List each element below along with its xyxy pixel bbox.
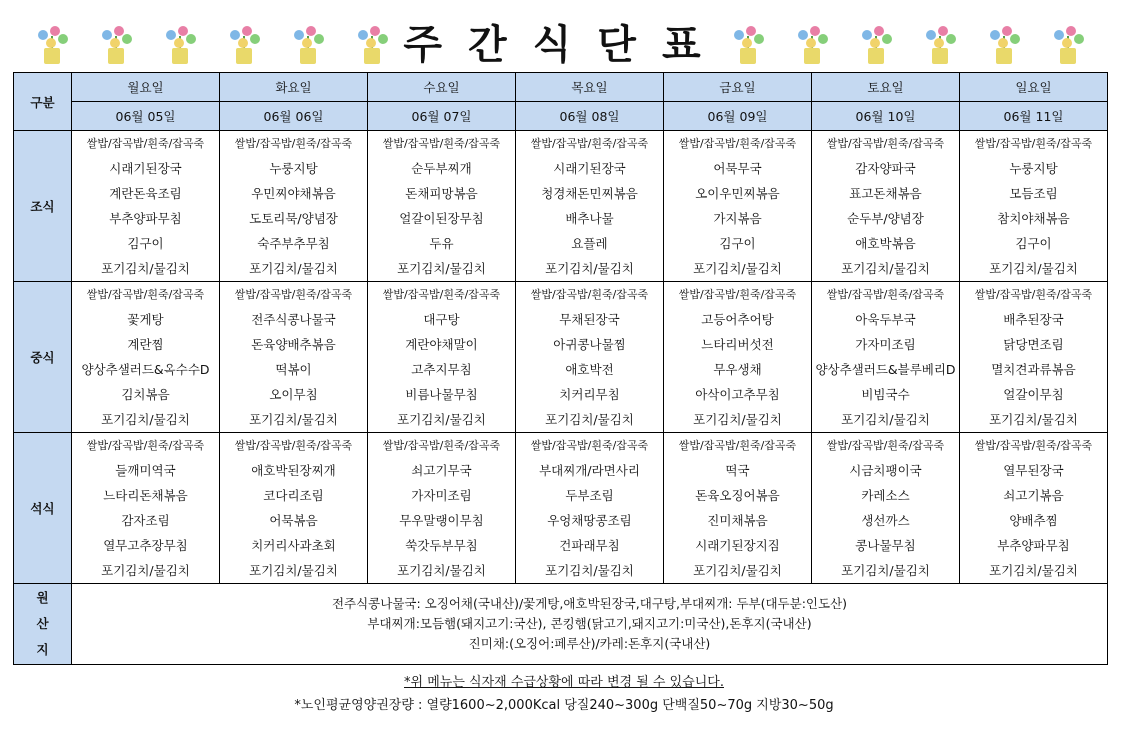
day-header: 수요일 bbox=[368, 73, 516, 102]
menu-item: 포기김치/물김치 bbox=[101, 563, 190, 578]
flower-pot-icon bbox=[1036, 18, 1100, 68]
menu-item: 포기김치/물김치 bbox=[841, 563, 930, 578]
meal-cell bbox=[664, 433, 812, 584]
menu-item: 애호박볶음 bbox=[855, 236, 916, 251]
menu-item: 누룽지탕 bbox=[269, 161, 318, 176]
menu-item: 어묵볶음 bbox=[269, 513, 318, 528]
menu-item: 우엉채땅콩조림 bbox=[547, 513, 632, 528]
menu-item: 얼갈이된장무침 bbox=[399, 211, 484, 226]
menu-item: 참치야채볶음 bbox=[997, 211, 1070, 226]
menu-item: 계란돈육조림 bbox=[109, 186, 182, 201]
menu-item: 포기김치/물김치 bbox=[841, 412, 930, 427]
meal-cell bbox=[960, 282, 1108, 433]
menu-item: 포기김치/물김치 bbox=[249, 261, 338, 276]
menu-item: 오이무침 bbox=[269, 387, 318, 402]
origin-info bbox=[72, 584, 1108, 665]
menu-item: 부추양파무침 bbox=[997, 538, 1070, 553]
menu-item: 두부조림 bbox=[565, 488, 614, 503]
origin-label-char: 원 bbox=[36, 590, 49, 605]
menu-item: 시래기된장지짐 bbox=[695, 538, 780, 553]
menu-item: 포기김치/물김치 bbox=[989, 563, 1078, 578]
menu-item: 쌀밥/잡곡밥/흰죽/잡곡죽 bbox=[86, 288, 205, 301]
meal-cell bbox=[812, 131, 960, 282]
day-header: 토요일 bbox=[812, 73, 960, 102]
menu-item: 순두부찌개 bbox=[411, 161, 472, 176]
day-header: 목요일 bbox=[516, 73, 664, 102]
menu-item: 가지볶음 bbox=[713, 211, 762, 226]
flower-pot-icon bbox=[908, 18, 972, 68]
meal-cell bbox=[220, 282, 368, 433]
flower-pot-icon bbox=[340, 18, 404, 68]
menu-item: 양상추샐러드&블루베리D bbox=[815, 362, 956, 377]
origin-label-char: 산 bbox=[36, 616, 49, 631]
origin-line: 전주식콩나물국: 오징어채(국내산)/꽃게탕,애호박된장국,대구탕,부대찌개: 두부(대두분:인도산) bbox=[331, 596, 848, 611]
meal-cell bbox=[664, 282, 812, 433]
menu-item: 쌀밥/잡곡밥/흰죽/잡곡죽 bbox=[826, 288, 945, 301]
menu-item: 쌀밥/잡곡밥/흰죽/잡곡죽 bbox=[382, 288, 501, 301]
menu-item: 얼갈이무침 bbox=[1003, 387, 1064, 402]
menu-item: 부대찌개/라면사리 bbox=[539, 463, 640, 478]
meal-cell bbox=[960, 433, 1108, 584]
menu-item: 포기김치/물김치 bbox=[545, 412, 634, 427]
menu-item: 콩나물무침 bbox=[855, 538, 916, 553]
menu-item: 포기김치/물김치 bbox=[545, 261, 634, 276]
menu-item: 쌀밥/잡곡밥/흰죽/잡곡죽 bbox=[530, 288, 649, 301]
date-header: 06월 09일 bbox=[664, 102, 812, 131]
menu-item: 계란찜 bbox=[127, 337, 164, 352]
date-header: 06월 06일 bbox=[220, 102, 368, 131]
menu-item: 아욱두부국 bbox=[855, 312, 916, 327]
menu-item: 포기김치/물김치 bbox=[249, 563, 338, 578]
menu-item: 열무고추장무침 bbox=[103, 538, 188, 553]
menu-item: 포기김치/물김치 bbox=[397, 563, 486, 578]
menu-item: 오이우민찌볶음 bbox=[695, 186, 780, 201]
menu-item: 우민찌야채볶음 bbox=[251, 186, 336, 201]
menu-item: 쇠고기무국 bbox=[411, 463, 472, 478]
menu-item: 누룽지탕 bbox=[1009, 161, 1058, 176]
menu-item: 떡국 bbox=[725, 463, 750, 478]
meal-cell bbox=[368, 433, 516, 584]
menu-item: 치커리사과초회 bbox=[251, 538, 336, 553]
menu-item: 배추나물 bbox=[565, 211, 614, 226]
menu-item: 비름나물무침 bbox=[405, 387, 478, 402]
menu-item: 들깨미역국 bbox=[115, 463, 176, 478]
menu-item: 돈채피망볶음 bbox=[405, 186, 478, 201]
menu-item: 쌀밥/잡곡밥/흰죽/잡곡죽 bbox=[86, 439, 205, 452]
flower-pot-icon bbox=[212, 18, 276, 68]
menu-item: 쌀밥/잡곡밥/흰죽/잡곡죽 bbox=[974, 137, 1093, 150]
day-header: 일요일 bbox=[960, 73, 1108, 102]
menu-item: 돈육오징어볶음 bbox=[695, 488, 780, 503]
menu-item: 표고돈채볶음 bbox=[849, 186, 922, 201]
menu-change-notice: *위 메뉴는 식자재 수급상황에 따라 변경 될 수 있습니다. bbox=[404, 675, 724, 690]
meal-row bbox=[14, 282, 1108, 433]
meal-cell bbox=[220, 433, 368, 584]
menu-item: 포기김치/물김치 bbox=[397, 261, 486, 276]
flower-decoration-right bbox=[716, 18, 1100, 68]
menu-item: 두유 bbox=[429, 236, 454, 251]
menu-item: 김치볶음 bbox=[121, 387, 170, 402]
meal-label: 중식 bbox=[14, 282, 72, 433]
menu-item: 포기김치/물김치 bbox=[101, 261, 190, 276]
meal-cell bbox=[72, 282, 220, 433]
menu-item: 포기김치/물김치 bbox=[545, 563, 634, 578]
menu-item: 쌀밥/잡곡밥/흰죽/잡곡죽 bbox=[234, 288, 353, 301]
menu-item: 아귀콩나물찜 bbox=[553, 337, 626, 352]
flower-decoration-left bbox=[20, 18, 404, 68]
menu-item: 쌀밥/잡곡밥/흰죽/잡곡죽 bbox=[234, 137, 353, 150]
menu-item: 치커리무침 bbox=[559, 387, 620, 402]
menu-item: 무우생채 bbox=[713, 362, 762, 377]
menu-item: 숙주부추무침 bbox=[257, 236, 330, 251]
meal-row bbox=[14, 433, 1108, 584]
menu-item: 가자미조림 bbox=[411, 488, 472, 503]
date-header: 06월 11일 bbox=[960, 102, 1108, 131]
menu-item: 멸치견과류볶음 bbox=[991, 362, 1076, 377]
menu-item: 쌀밥/잡곡밥/흰죽/잡곡죽 bbox=[974, 439, 1093, 452]
meal-cell bbox=[72, 131, 220, 282]
menu-item: 카레소스 bbox=[861, 488, 910, 503]
menu-item: 생선까스 bbox=[861, 513, 910, 528]
date-header: 06월 10일 bbox=[812, 102, 960, 131]
menu-item: 양배추찜 bbox=[1009, 513, 1058, 528]
meal-label: 조식 bbox=[14, 131, 72, 282]
menu-item: 포기김치/물김치 bbox=[101, 412, 190, 427]
header-row-dates bbox=[14, 102, 1108, 131]
menu-item: 쌀밥/잡곡밥/흰죽/잡곡죽 bbox=[678, 439, 797, 452]
footer-notes bbox=[0, 672, 1128, 718]
meal-row bbox=[14, 131, 1108, 282]
menu-item: 무우말랭이무침 bbox=[399, 513, 484, 528]
menu-item: 부추양파무침 bbox=[109, 211, 182, 226]
flower-pot-icon bbox=[780, 18, 844, 68]
menu-item: 느타리돈채볶음 bbox=[103, 488, 188, 503]
page-title: 주간식단표 bbox=[403, 22, 727, 68]
menu-item: 쌀밥/잡곡밥/흰죽/잡곡죽 bbox=[678, 288, 797, 301]
menu-item: 포기김치/물김치 bbox=[841, 261, 930, 276]
menu-item: 진미채볶음 bbox=[707, 513, 768, 528]
meal-cell bbox=[368, 282, 516, 433]
menu-item: 양상추샐러드&옥수수D bbox=[81, 362, 210, 377]
menu-item: 포기김치/물김치 bbox=[989, 261, 1078, 276]
origin-label bbox=[14, 584, 72, 665]
menu-item: 쌀밥/잡곡밥/흰죽/잡곡죽 bbox=[234, 439, 353, 452]
origin-line: 부대찌개:모듬햄(돼지고기:국산), 콘킹햄(닭고기,돼지고기:미국산),돈후지(국내산) bbox=[367, 616, 812, 631]
menu-item: 쌀밥/잡곡밥/흰죽/잡곡죽 bbox=[826, 137, 945, 150]
menu-item: 순두부/양념장 bbox=[847, 211, 924, 226]
date-header: 06월 07일 bbox=[368, 102, 516, 131]
flower-pot-icon bbox=[84, 18, 148, 68]
menu-item: 감자양파국 bbox=[855, 161, 916, 176]
menu-item: 가자미조림 bbox=[855, 337, 916, 352]
header-row-days bbox=[14, 73, 1108, 102]
meal-cell bbox=[220, 131, 368, 282]
menu-item: 요플레 bbox=[571, 236, 608, 251]
menu-item: 배추된장국 bbox=[1003, 312, 1064, 327]
menu-item: 쌀밥/잡곡밥/흰죽/잡곡죽 bbox=[826, 439, 945, 452]
menu-item: 닭당면조림 bbox=[1003, 337, 1064, 352]
menu-item: 시래기된장국 bbox=[109, 161, 182, 176]
meal-cell bbox=[72, 433, 220, 584]
menu-item: 건파래무침 bbox=[559, 538, 620, 553]
menu-item: 시금치팽이국 bbox=[849, 463, 922, 478]
menu-item: 열무된장국 bbox=[1003, 463, 1064, 478]
origin-label-char: 지 bbox=[36, 642, 49, 657]
menu-item: 김구이 bbox=[1015, 236, 1052, 251]
flower-pot-icon bbox=[844, 18, 908, 68]
menu-item: 쌀밥/잡곡밥/흰죽/잡곡죽 bbox=[678, 137, 797, 150]
menu-item: 김구이 bbox=[719, 236, 756, 251]
menu-item: 쌀밥/잡곡밥/흰죽/잡곡죽 bbox=[382, 137, 501, 150]
menu-item: 쌀밥/잡곡밥/흰죽/잡곡죽 bbox=[86, 137, 205, 150]
flower-pot-icon bbox=[276, 18, 340, 68]
menu-item: 쌀밥/잡곡밥/흰죽/잡곡죽 bbox=[530, 137, 649, 150]
meal-cell bbox=[960, 131, 1108, 282]
menu-item: 아삭이고추무침 bbox=[695, 387, 780, 402]
menu-item: 비빔국수 bbox=[861, 387, 910, 402]
menu-item: 감자조림 bbox=[121, 513, 170, 528]
meal-cell bbox=[516, 282, 664, 433]
page-header bbox=[0, 0, 1128, 72]
weekly-menu-table bbox=[13, 72, 1108, 665]
menu-item: 김구이 bbox=[127, 236, 164, 251]
menu-item: 포기김치/물김치 bbox=[693, 412, 782, 427]
menu-item: 포기김치/물김치 bbox=[693, 261, 782, 276]
menu-item: 쌀밥/잡곡밥/흰죽/잡곡죽 bbox=[530, 439, 649, 452]
menu-item: 애호박전 bbox=[565, 362, 614, 377]
meal-cell bbox=[516, 433, 664, 584]
origin-row bbox=[14, 584, 1108, 665]
day-header: 금요일 bbox=[664, 73, 812, 102]
day-header: 화요일 bbox=[220, 73, 368, 102]
menu-item: 고추지무침 bbox=[411, 362, 472, 377]
menu-item: 꽃게탕 bbox=[127, 312, 164, 327]
menu-item: 무채된장국 bbox=[559, 312, 620, 327]
menu-item: 쑥갓두부무침 bbox=[405, 538, 478, 553]
menu-item: 고등어추어탕 bbox=[701, 312, 774, 327]
menu-item: 포기김치/물김치 bbox=[249, 412, 338, 427]
flower-pot-icon bbox=[20, 18, 84, 68]
menu-item: 애호박된장찌개 bbox=[251, 463, 336, 478]
menu-item: 쌀밥/잡곡밥/흰죽/잡곡죽 bbox=[974, 288, 1093, 301]
menu-item: 모듬조림 bbox=[1009, 186, 1058, 201]
flower-pot-icon bbox=[972, 18, 1036, 68]
menu-item: 포기김치/물김치 bbox=[989, 412, 1078, 427]
meal-cell bbox=[812, 433, 960, 584]
menu-item: 돈육양배추볶음 bbox=[251, 337, 336, 352]
day-header: 월요일 bbox=[72, 73, 220, 102]
nutrition-guideline: *노인평균영양권장량 : 열량1600~2,000Kcal 당질240~300g 단백질50~70g 지방30~50g bbox=[294, 698, 834, 713]
menu-item: 전주식콩나물국 bbox=[251, 312, 336, 327]
meal-label: 석식 bbox=[14, 433, 72, 584]
menu-item: 포기김치/물김치 bbox=[397, 412, 486, 427]
origin-line: 진미채:(오징어:페루산)/카레:돈후지(국내산) bbox=[468, 636, 711, 651]
menu-item: 포기김치/물김치 bbox=[693, 563, 782, 578]
date-header: 06월 08일 bbox=[516, 102, 664, 131]
menu-item: 대구탕 bbox=[423, 312, 460, 327]
menu-item: 느타리버섯전 bbox=[701, 337, 774, 352]
flower-pot-icon bbox=[148, 18, 212, 68]
meal-cell bbox=[368, 131, 516, 282]
category-header: 구분 bbox=[14, 73, 72, 131]
menu-item: 떡볶이 bbox=[275, 362, 312, 377]
menu-item: 코다리조림 bbox=[263, 488, 324, 503]
menu-item: 어묵무국 bbox=[713, 161, 762, 176]
menu-item: 쇠고기볶음 bbox=[1003, 488, 1064, 503]
meal-cell bbox=[516, 131, 664, 282]
flower-pot-icon bbox=[716, 18, 780, 68]
menu-item: 계란야채말이 bbox=[405, 337, 478, 352]
date-header: 06월 05일 bbox=[72, 102, 220, 131]
menu-item: 도토리묵/양념장 bbox=[249, 211, 338, 226]
menu-item: 쌀밥/잡곡밥/흰죽/잡곡죽 bbox=[382, 439, 501, 452]
meal-cell bbox=[812, 282, 960, 433]
menu-item: 시래기된장국 bbox=[553, 161, 626, 176]
menu-item: 청경채돈민찌볶음 bbox=[541, 186, 638, 201]
meal-cell bbox=[664, 131, 812, 282]
